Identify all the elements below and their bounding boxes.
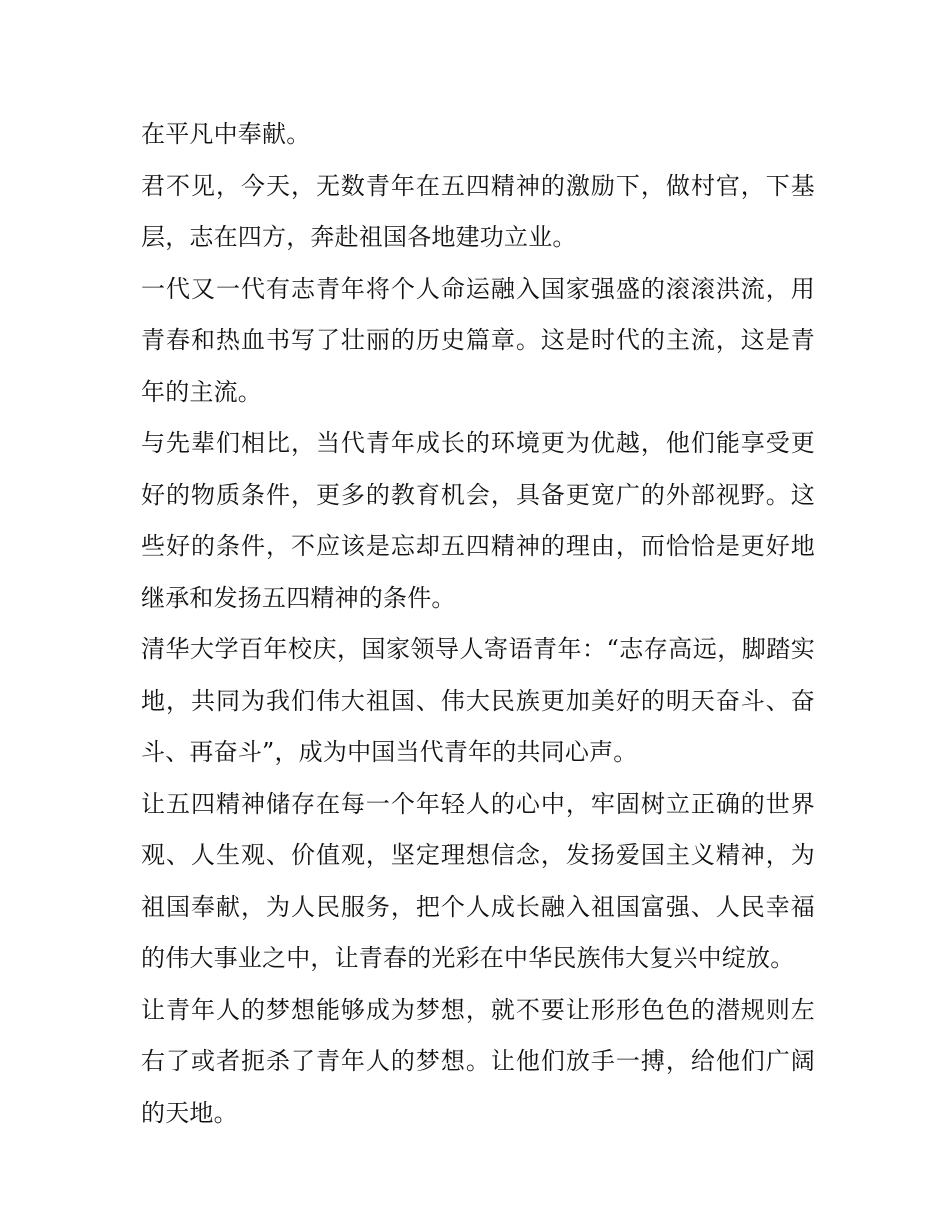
paragraph-7: 让青年人的梦想能够成为梦想，就不要让形形色色的潜规则左右了或者扼杀了青年人的梦想。让他们放手一搏，给他们广阔的天地。 xyxy=(141,995,815,1127)
paragraph-4: 与先辈们相比，当代青年成长的环境更为优越，他们能享受更好的物质条件，更多的教育机会，具备更宽广的外部视野。这些好的条件，不应该是忘却五四精神的理由，而恰恰是更好地继承和发扬五四精神的条件。 xyxy=(141,429,815,612)
paragraph-5: 清华大学百年校庆，国家领导人寄语青年：“志存高远，脚踏实地，共同为我们伟大祖国、伟大民族更加美好的明天奋斗、奋斗、再奋斗”，成为中国当代青年的共同心声。 xyxy=(141,635,815,766)
paragraph-2: 君不见，今天，无数青年在五四精神的激励下，做村官，下基层，志在四方，奔赴祖国各地建功立业。 xyxy=(141,171,815,251)
paragraph-6: 让五四精神储存在每一个年轻人的心中，牢固树立正确的世界观、人生观、价值观，坚定理想信念，发扬爱国主义精神，为祖国奉献，为人民服务，把个人成长融入祖国富强、人民幸福的伟大事业之中，让青春的光彩在中华民族伟大复兴中绽放。 xyxy=(141,789,815,972)
paragraph-3: 一代又一代有志青年将个人命运融入国家强盛的滚滚洪流，用青春和热血书写了壮丽的历史篇章。这是时代的主流，这是青年的主流。 xyxy=(141,274,815,406)
paragraph-1: 在平凡中奉献。 xyxy=(141,120,311,148)
document-body xyxy=(141,109,815,1139)
